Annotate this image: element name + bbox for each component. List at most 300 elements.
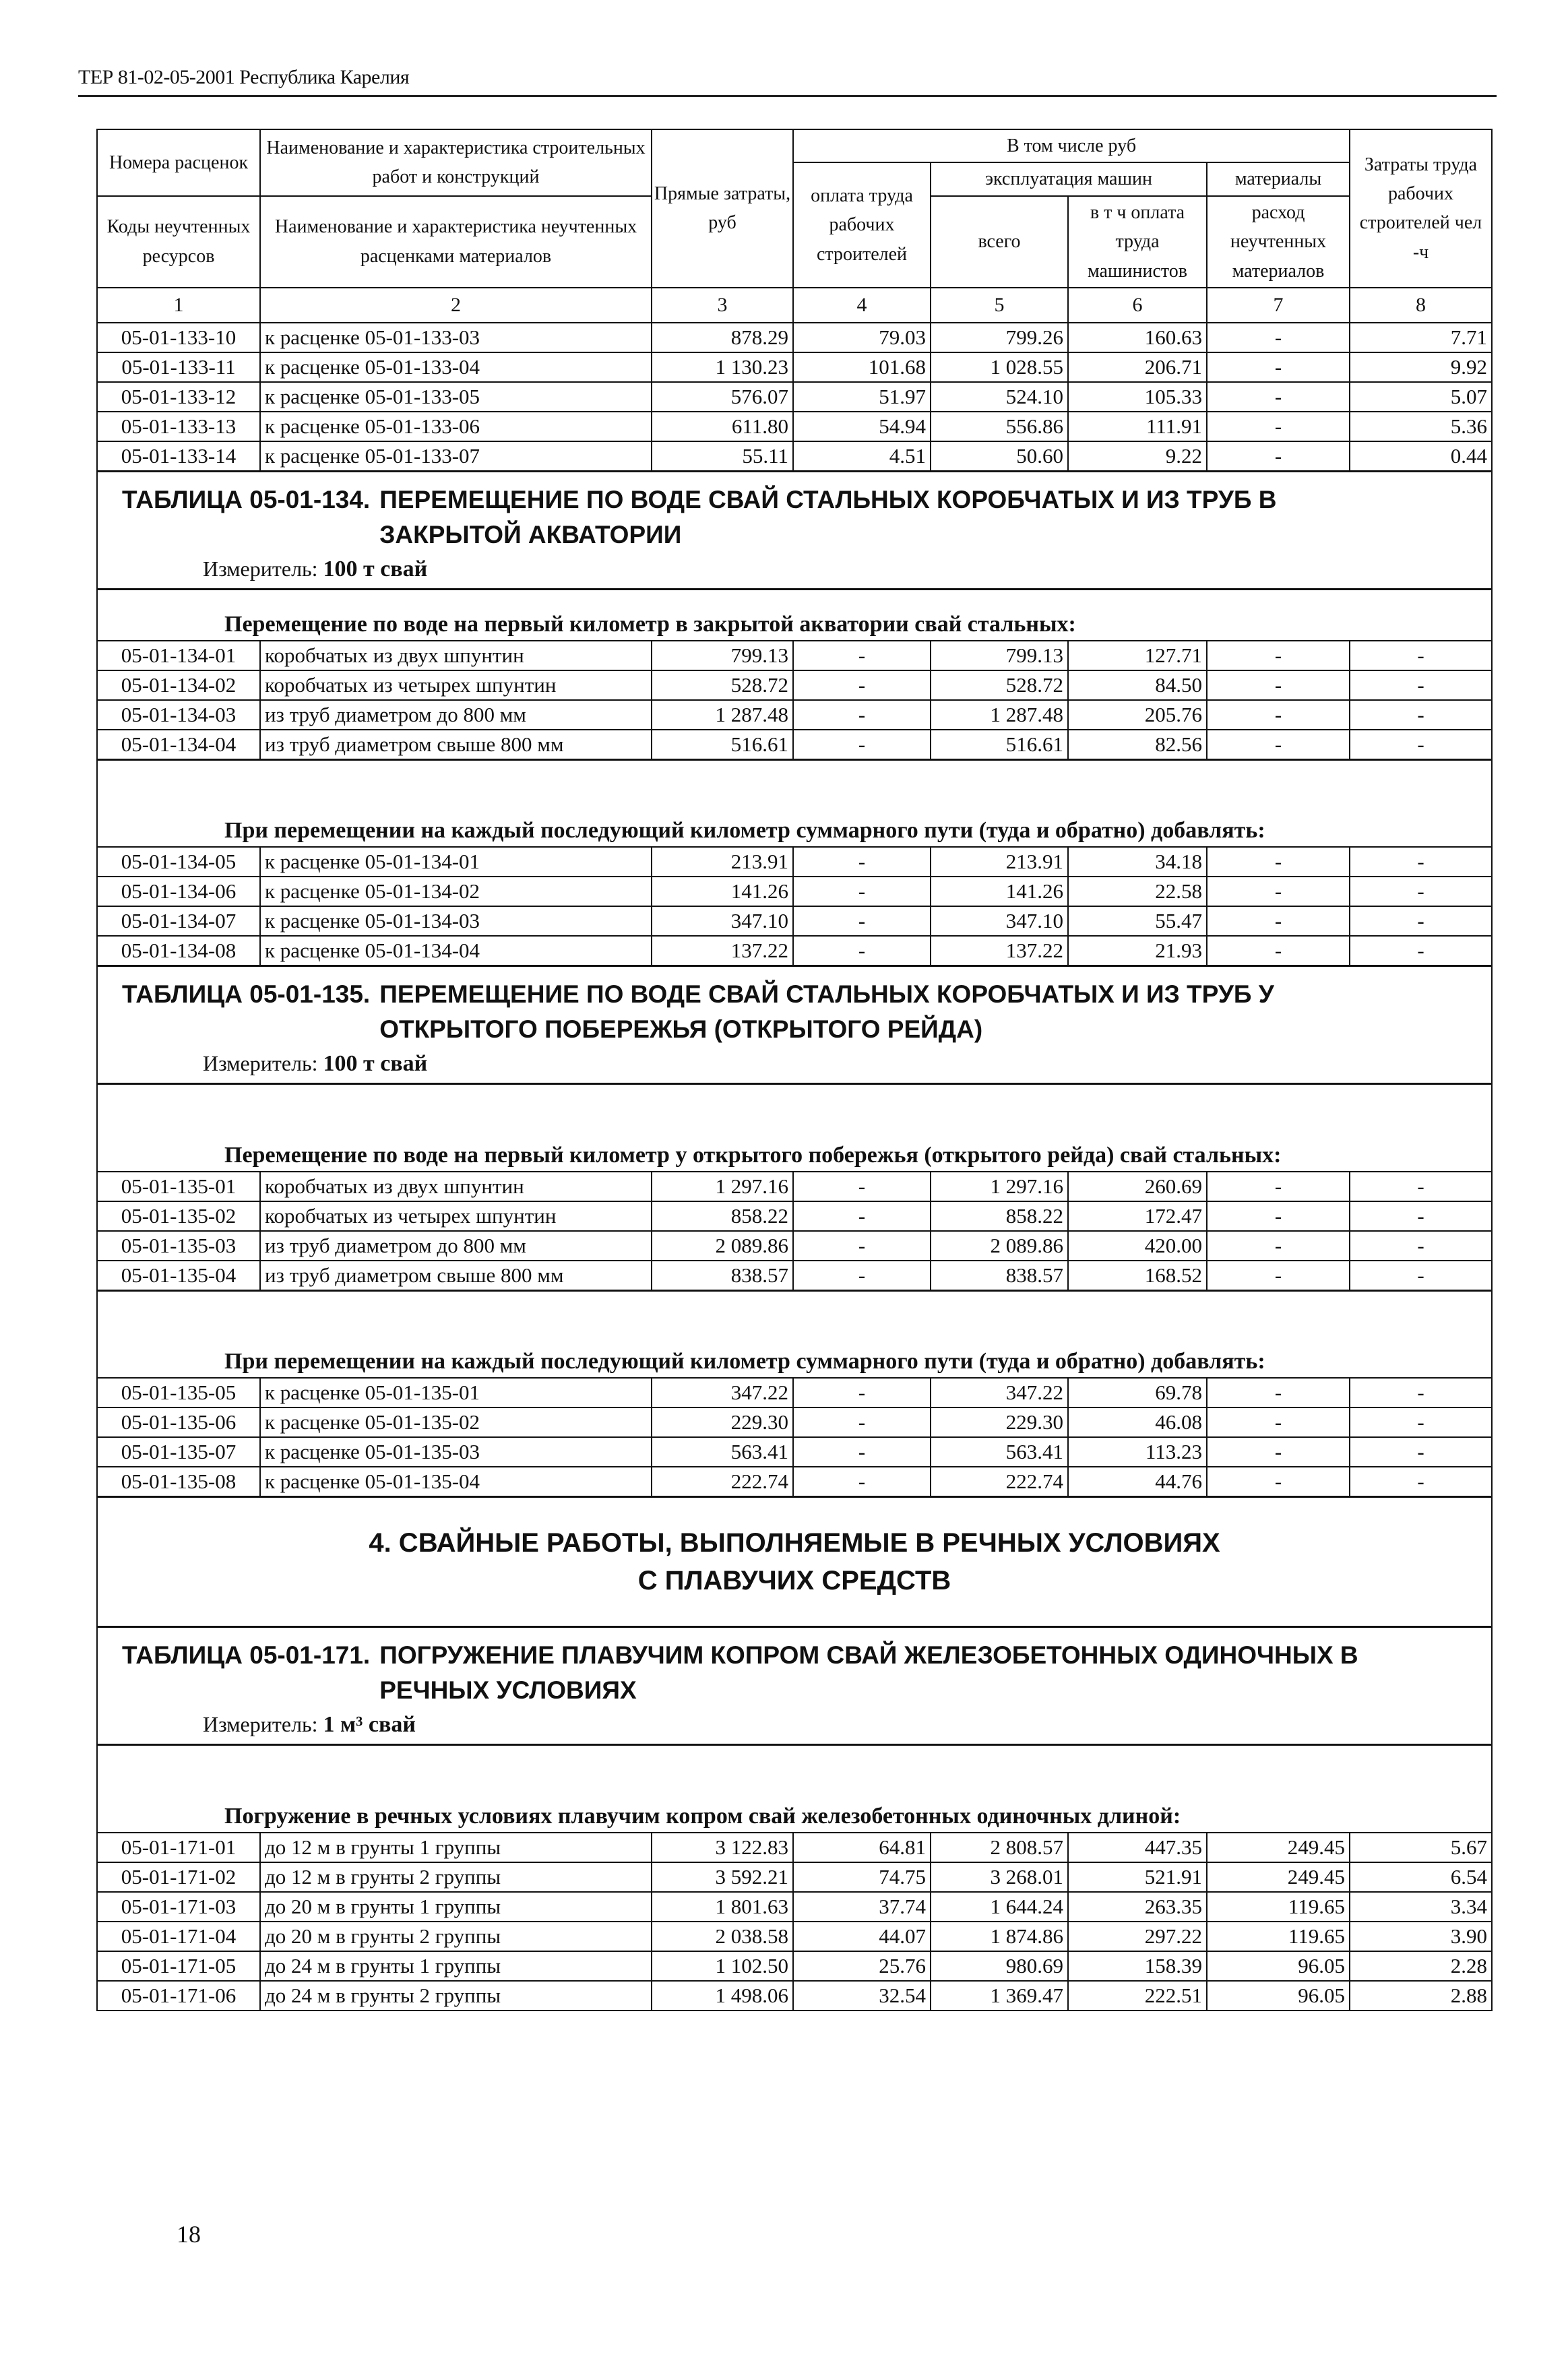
group-subtitle: При перемещении на каждый последующий километр суммарного пути (туда и обратно) добавлять: [224, 818, 1265, 844]
title-row [97, 472, 1492, 590]
rate-code: 05-01-171-01 [97, 1833, 260, 1862]
subtitle-row [97, 1290, 1492, 1378]
cell-value: 1 287.48 [652, 700, 793, 730]
cell-value: 119.65 [1207, 1922, 1350, 1951]
table-row [97, 641, 1492, 670]
rate-name: к расценке 05-01-133-07 [260, 441, 652, 472]
rate-code: 05-01-134-01 [97, 641, 260, 670]
cell-value: 260.69 [1068, 1172, 1207, 1201]
cell-value: 1 369.47 [931, 1981, 1068, 2011]
cell-value: 263.35 [1068, 1892, 1207, 1922]
rate-name: коробчатых из четырех шпунтин [260, 1201, 652, 1231]
cell-value: - [1350, 936, 1492, 966]
page-number: 18 [177, 2221, 201, 2248]
cell-value: - [793, 1261, 931, 1291]
rate-name: коробчатых из четырех шпунтин [260, 670, 652, 700]
rate-name: к расценке 05-01-134-04 [260, 936, 652, 966]
subtitle-cell [97, 1290, 1492, 1378]
section-row [97, 1497, 1492, 1627]
rate-code: 05-01-171-06 [97, 1981, 260, 2011]
table-row [97, 1437, 1492, 1467]
cell-value: 1 498.06 [652, 1981, 793, 2011]
running-header: ТЕР 81-02-05-2001 Республика Карелия [78, 66, 410, 88]
cell-value: 84.50 [1068, 670, 1207, 700]
cell-value: 347.22 [931, 1378, 1068, 1407]
cell-value: 3 122.83 [652, 1833, 793, 1862]
rate-name: из труб диаметром до 800 мм [260, 700, 652, 730]
cell-value: 858.22 [931, 1201, 1068, 1231]
cell-value: 74.75 [793, 1862, 931, 1892]
cell-value: 1 297.16 [931, 1172, 1068, 1201]
rate-code: 05-01-134-07 [97, 906, 260, 936]
cell-value: 516.61 [652, 730, 793, 760]
rate-name: к расценке 05-01-135-01 [260, 1378, 652, 1407]
cell-value: - [1350, 670, 1492, 700]
cell-value: - [1207, 1437, 1350, 1467]
subtitle-row [97, 1084, 1492, 1172]
cell-value: - [1207, 441, 1350, 472]
unit-label: Измеритель: [203, 1712, 318, 1737]
cell-value: 838.57 [652, 1261, 793, 1291]
cell-value: 1 801.63 [652, 1892, 793, 1922]
cell-value: 32.54 [793, 1981, 931, 2011]
rate-code: 05-01-135-04 [97, 1261, 260, 1291]
col-material-consumption: расход неучтенных материалов [1207, 196, 1350, 288]
cell-value: 9.92 [1350, 352, 1492, 382]
col-labor-hours: Затраты труда рабочих строителей чел -ч [1350, 129, 1492, 288]
cell-value: 82.56 [1068, 730, 1207, 760]
cell-value: 3 268.01 [931, 1862, 1068, 1892]
rate-code: 05-01-134-08 [97, 936, 260, 966]
rate-code: 05-01-135-03 [97, 1231, 260, 1261]
table-title-text: ПЕРЕМЕЩЕНИЕ ПО ВОДЕ СВАЙ СТАЛЬНЫХ КОРОБЧАТЫХ И ИЗ ТРУБ В ЗАКРЫТОЙ АКВАТОРИИ [379, 486, 1277, 549]
cell-value: 521.91 [1068, 1862, 1207, 1892]
rate-name: до 20 м в грунты 2 группы [260, 1922, 652, 1951]
table-row [97, 936, 1492, 966]
rate-code: 05-01-133-11 [97, 352, 260, 382]
cell-value: - [793, 1407, 931, 1437]
rate-code: 05-01-134-04 [97, 730, 260, 760]
section-cell [97, 1497, 1492, 1627]
cell-value: 3 592.21 [652, 1862, 793, 1892]
cell-value: 2 089.86 [931, 1231, 1068, 1261]
cell-value: 799.26 [931, 323, 1068, 352]
cell-value: 6.54 [1350, 1862, 1492, 1892]
cell-value: 528.72 [652, 670, 793, 700]
cell-value: 563.41 [652, 1437, 793, 1467]
cell-value: 799.13 [652, 641, 793, 670]
table-row [97, 382, 1492, 412]
cell-value: - [793, 730, 931, 760]
cell-value: - [793, 641, 931, 670]
cell-value: 34.18 [1068, 847, 1207, 877]
rate-code: 05-01-134-03 [97, 700, 260, 730]
col-machine-total: всего [931, 196, 1068, 288]
subtitle-cell [97, 590, 1492, 641]
cell-value: 611.80 [652, 412, 793, 441]
table-row [97, 730, 1492, 760]
cell-value: 7.71 [1350, 323, 1492, 352]
column-number: 3 [652, 288, 793, 323]
cell-value: 55.11 [652, 441, 793, 472]
unit-of-measure [102, 552, 1487, 588]
table-row [97, 1862, 1492, 1892]
table-number: ТАБЛИЦА 05-01-171. [122, 1641, 371, 1670]
col-direct-costs: Прямые затраты, руб [652, 129, 793, 288]
rate-name: к расценке 05-01-133-05 [260, 382, 652, 412]
subtitle-row [97, 590, 1492, 641]
cell-value: 64.81 [793, 1833, 931, 1862]
rate-code: 05-01-135-01 [97, 1172, 260, 1201]
cell-value: 1 644.24 [931, 1892, 1068, 1922]
cell-value: - [1350, 1467, 1492, 1497]
cell-value: 44.76 [1068, 1467, 1207, 1497]
cell-value: 96.05 [1207, 1981, 1350, 2011]
subtitle-cell [97, 1084, 1492, 1172]
cell-value: - [1350, 1201, 1492, 1231]
rate-name: до 24 м в грунты 1 группы [260, 1951, 652, 1981]
subtitle-cell [97, 759, 1492, 847]
rate-name: из труб диаметром свыше 800 мм [260, 1261, 652, 1291]
cell-value: 5.67 [1350, 1833, 1492, 1862]
cell-value: 2 089.86 [652, 1231, 793, 1261]
column-number: 1 [97, 288, 260, 323]
cell-value: - [1350, 730, 1492, 760]
header-rule [78, 95, 1497, 97]
cell-value: 563.41 [931, 1437, 1068, 1467]
rate-name: к расценке 05-01-133-06 [260, 412, 652, 441]
group-subtitle: Перемещение по воде на первый километр у открытого побережья (открытого рейда) свай стальных: [224, 1142, 1282, 1168]
cell-value: - [1207, 1172, 1350, 1201]
cell-value: 46.08 [1068, 1407, 1207, 1437]
cell-value: - [1350, 1261, 1492, 1291]
rate-code: 05-01-135-05 [97, 1378, 260, 1407]
rate-name: к расценке 05-01-134-01 [260, 847, 652, 877]
table-row [97, 441, 1492, 472]
cell-value: - [1207, 700, 1350, 730]
cell-value: 2.28 [1350, 1951, 1492, 1981]
cell-value: 447.35 [1068, 1833, 1207, 1862]
rate-code: 05-01-134-06 [97, 877, 260, 906]
col-materials: материалы [1207, 162, 1350, 195]
cell-value: - [793, 670, 931, 700]
rate-name: к расценке 05-01-134-03 [260, 906, 652, 936]
cell-value: - [793, 1201, 931, 1231]
column-number-row [97, 288, 1492, 323]
cell-value: 168.52 [1068, 1261, 1207, 1291]
cell-value: 229.30 [652, 1407, 793, 1437]
rate-name: до 12 м в грунты 1 группы [260, 1833, 652, 1862]
table-row [97, 1981, 1492, 2011]
rate-code: 05-01-135-06 [97, 1407, 260, 1437]
cell-value: 858.22 [652, 1201, 793, 1231]
cell-value: 50.60 [931, 441, 1068, 472]
cell-value: 2 038.58 [652, 1922, 793, 1951]
cell-value: 213.91 [652, 847, 793, 877]
table-row [97, 1922, 1492, 1951]
rate-name: к расценке 05-01-135-03 [260, 1437, 652, 1467]
cell-value: 206.71 [1068, 352, 1207, 382]
cell-value: 44.07 [793, 1922, 931, 1951]
cell-value: - [1207, 641, 1350, 670]
cell-value: 137.22 [652, 936, 793, 966]
column-number: 5 [931, 288, 1068, 323]
cell-value: 69.78 [1068, 1378, 1207, 1407]
cell-value: 158.39 [1068, 1951, 1207, 1981]
cell-value: 524.10 [931, 382, 1068, 412]
rate-name: из труб диаметром до 800 мм [260, 1231, 652, 1261]
rate-code: 05-01-133-12 [97, 382, 260, 412]
cell-value: - [793, 1231, 931, 1261]
rate-name: коробчатых из двух шпунтин [260, 1172, 652, 1201]
column-number: 7 [1207, 288, 1350, 323]
table-body [97, 323, 1492, 2011]
unit-value: 1 м³ свай [323, 1712, 416, 1738]
cell-value: 141.26 [931, 877, 1068, 906]
unit-label: Измеритель: [203, 557, 318, 581]
table-row [97, 877, 1492, 906]
table-number: ТАБЛИЦА 05-01-135. [122, 980, 371, 1009]
section-heading-line: 4. СВАЙНЫЕ РАБОТЫ, ВЫПОЛНЯЕМЫЕ В РЕЧНЫХ УСЛОВИЯХ [369, 1528, 1220, 1558]
cell-value: 4.51 [793, 441, 931, 472]
table-row [97, 1378, 1492, 1407]
cell-value: 229.30 [931, 1407, 1068, 1437]
table-row [97, 700, 1492, 730]
cell-value: - [1207, 877, 1350, 906]
cell-value: - [1207, 352, 1350, 382]
title-row [97, 1627, 1492, 1745]
cell-value: 222.74 [652, 1467, 793, 1497]
cell-value: - [1350, 877, 1492, 906]
cell-value: - [1350, 1407, 1492, 1437]
cell-value: 96.05 [1207, 1951, 1350, 1981]
table-row [97, 847, 1492, 877]
table-row [97, 1201, 1492, 1231]
col-resource-codes: Коды неучтенных ресурсов [97, 196, 260, 288]
title-cell [97, 1627, 1492, 1745]
cell-value: 127.71 [1068, 641, 1207, 670]
cell-value: - [1207, 412, 1350, 441]
cell-value: 101.68 [793, 352, 931, 382]
cell-value: - [1207, 1231, 1350, 1261]
rate-code: 05-01-133-14 [97, 441, 260, 472]
rate-code: 05-01-135-02 [97, 1201, 260, 1231]
cell-value: 980.69 [931, 1951, 1068, 1981]
cell-value: - [793, 847, 931, 877]
cell-value: 347.10 [652, 906, 793, 936]
unit-label: Измеритель: [203, 1051, 318, 1076]
cell-value: 1 874.86 [931, 1922, 1068, 1951]
cell-value: - [793, 1467, 931, 1497]
rate-code: 05-01-134-02 [97, 670, 260, 700]
table-row [97, 1261, 1492, 1291]
cell-value: - [1350, 1231, 1492, 1261]
rate-code: 05-01-171-02 [97, 1862, 260, 1892]
rate-name: к расценке 05-01-134-02 [260, 877, 652, 906]
rate-name: до 12 м в грунты 2 группы [260, 1862, 652, 1892]
cell-value: - [1207, 906, 1350, 936]
cell-value: 1 130.23 [652, 352, 793, 382]
cell-value: 141.26 [652, 877, 793, 906]
col-including: В том числе руб [793, 129, 1350, 162]
cell-value: - [1207, 1467, 1350, 1497]
group-subtitle: Перемещение по воде на первый километр в закрытой акватории свай стальных: [224, 611, 1076, 637]
cell-value: 137.22 [931, 936, 1068, 966]
cell-value: 54.94 [793, 412, 931, 441]
table-row [97, 1892, 1492, 1922]
cell-value: 420.00 [1068, 1231, 1207, 1261]
table-row [97, 670, 1492, 700]
cell-value: 222.51 [1068, 1981, 1207, 2011]
table-title [102, 482, 1487, 552]
cell-value: 2 808.57 [931, 1833, 1068, 1862]
table-title-text: ПЕРЕМЕЩЕНИЕ ПО ВОДЕ СВАЙ СТАЛЬНЫХ КОРОБЧАТЫХ И ИЗ ТРУБ У ОТКРЫТОГО ПОБЕРЕЖЬЯ (ОТКРЫТОГО РЕЙДА) [379, 980, 1274, 1044]
table-row [97, 323, 1492, 352]
cell-value: 1 102.50 [652, 1951, 793, 1981]
rate-name: к расценке 05-01-133-03 [260, 323, 652, 352]
section-heading-line: С ПЛАВУЧИХ СРЕДСТВ [637, 1566, 951, 1596]
cell-value: 249.45 [1207, 1833, 1350, 1862]
cell-value: 878.29 [652, 323, 793, 352]
cell-value: - [1207, 1261, 1350, 1291]
subtitle-row [97, 1745, 1492, 1833]
subtitle-row [97, 759, 1492, 847]
rate-name: до 24 м в грунты 2 группы [260, 1981, 652, 2011]
table-row [97, 1467, 1492, 1497]
cell-value: 3.34 [1350, 1892, 1492, 1922]
cell-value: 79.03 [793, 323, 931, 352]
rate-code: 05-01-135-08 [97, 1467, 260, 1497]
cell-value: 0.44 [1350, 441, 1492, 472]
table-row [97, 1231, 1492, 1261]
rate-code: 05-01-134-05 [97, 847, 260, 877]
cell-value: 528.72 [931, 670, 1068, 700]
rate-name: к расценке 05-01-133-04 [260, 352, 652, 382]
rate-name: к расценке 05-01-135-04 [260, 1467, 652, 1497]
cell-value: 222.74 [931, 1467, 1068, 1497]
col-work-name: Наименование и характеристика строительных работ и конструкций [260, 129, 652, 196]
cell-value: - [1350, 847, 1492, 877]
col-rate-numbers: Номера расценок [97, 129, 260, 196]
cell-value: - [793, 877, 931, 906]
rate-name: до 20 м в грунты 1 группы [260, 1892, 652, 1922]
col-operator-wages: в т ч оплата труда машинистов [1068, 196, 1207, 288]
table-title [102, 1638, 1487, 1708]
cell-value: 1 028.55 [931, 352, 1068, 382]
group-subtitle: Погружение в речных условиях плавучим копром свай железобетонных одиночных длиной: [224, 1803, 1181, 1829]
unit-value: 100 т свай [323, 557, 428, 582]
unit-of-measure [102, 1708, 1487, 1744]
cell-value: 576.07 [652, 382, 793, 412]
cell-value: 1 297.16 [652, 1172, 793, 1201]
cell-value: - [1207, 936, 1350, 966]
rate-name: к расценке 05-01-135-02 [260, 1407, 652, 1437]
cell-value: - [1350, 906, 1492, 936]
cell-value: 556.86 [931, 412, 1068, 441]
unit-of-measure [102, 1047, 1487, 1083]
cell-value: 799.13 [931, 641, 1068, 670]
table-row [97, 1172, 1492, 1201]
cell-value: 25.76 [793, 1951, 931, 1981]
table-row [97, 906, 1492, 936]
cell-value: - [1207, 670, 1350, 700]
cell-value: 55.47 [1068, 906, 1207, 936]
rate-code: 05-01-133-10 [97, 323, 260, 352]
table-row [97, 412, 1492, 441]
subtitle-cell [97, 1745, 1492, 1833]
cell-value: - [1350, 1378, 1492, 1407]
col-worker-wages: оплата труда рабочих строителей [793, 162, 931, 288]
cell-value: - [793, 1437, 931, 1467]
table-row [97, 1833, 1492, 1862]
title-cell [97, 472, 1492, 590]
rate-code: 05-01-171-04 [97, 1922, 260, 1951]
unit-value: 100 т свай [323, 1051, 428, 1077]
cell-value: 213.91 [931, 847, 1068, 877]
cell-value: 838.57 [931, 1261, 1068, 1291]
rate-code: 05-01-133-13 [97, 412, 260, 441]
rate-code: 05-01-171-03 [97, 1892, 260, 1922]
rate-name: коробчатых из двух шпунтин [260, 641, 652, 670]
group-subtitle: При перемещении на каждый последующий километр суммарного пути (туда и обратно) добавлять: [224, 1349, 1265, 1374]
cell-value: 51.97 [793, 382, 931, 412]
cell-value: - [793, 906, 931, 936]
cell-value: 119.65 [1207, 1892, 1350, 1922]
table-title-text: ПОГРУЖЕНИЕ ПЛАВУЧИМ КОПРОМ СВАЙ ЖЕЛЕЗОБЕТОННЫХ ОДИНОЧНЫХ В РЕЧНЫХ УСЛОВИЯХ [379, 1641, 1358, 1705]
cell-value: 172.47 [1068, 1201, 1207, 1231]
column-number: 4 [793, 288, 931, 323]
table-title [102, 977, 1487, 1047]
rate-code: 05-01-135-07 [97, 1437, 260, 1467]
cell-value: - [1207, 730, 1350, 760]
cell-value: - [1350, 1172, 1492, 1201]
cell-value: - [1207, 382, 1350, 412]
column-number: 8 [1350, 288, 1492, 323]
cell-value: 105.33 [1068, 382, 1207, 412]
cell-value: 37.74 [793, 1892, 931, 1922]
rate-name: из труб диаметром свыше 800 мм [260, 730, 652, 760]
cell-value: 22.58 [1068, 877, 1207, 906]
rate-code: 05-01-171-05 [97, 1951, 260, 1981]
cell-value: 2.88 [1350, 1981, 1492, 2011]
column-number: 2 [260, 288, 652, 323]
cell-value: 347.10 [931, 906, 1068, 936]
cell-value: 21.93 [1068, 936, 1207, 966]
table-row [97, 1951, 1492, 1981]
cell-value: 9.22 [1068, 441, 1207, 472]
cell-value: 249.45 [1207, 1862, 1350, 1892]
cell-value: - [1207, 1378, 1350, 1407]
cell-value: 1 287.48 [931, 700, 1068, 730]
cell-value: 111.91 [1068, 412, 1207, 441]
cell-value: - [1207, 1201, 1350, 1231]
cell-value: 516.61 [931, 730, 1068, 760]
col-material-name: Наименование и характеристика неучтенных расценками материалов [260, 196, 652, 288]
cell-value: 297.22 [1068, 1922, 1207, 1951]
title-cell [97, 966, 1492, 1084]
cell-value: - [793, 936, 931, 966]
cell-value: - [793, 1172, 931, 1201]
cell-value: 3.90 [1350, 1922, 1492, 1951]
cell-value: 205.76 [1068, 700, 1207, 730]
cell-value: - [793, 1378, 931, 1407]
cell-value: 113.23 [1068, 1437, 1207, 1467]
cell-value: 347.22 [652, 1378, 793, 1407]
cell-value: 5.36 [1350, 412, 1492, 441]
table-row [97, 1407, 1492, 1437]
col-machine-operation: эксплуатация машин [931, 162, 1207, 195]
title-row [97, 966, 1492, 1084]
